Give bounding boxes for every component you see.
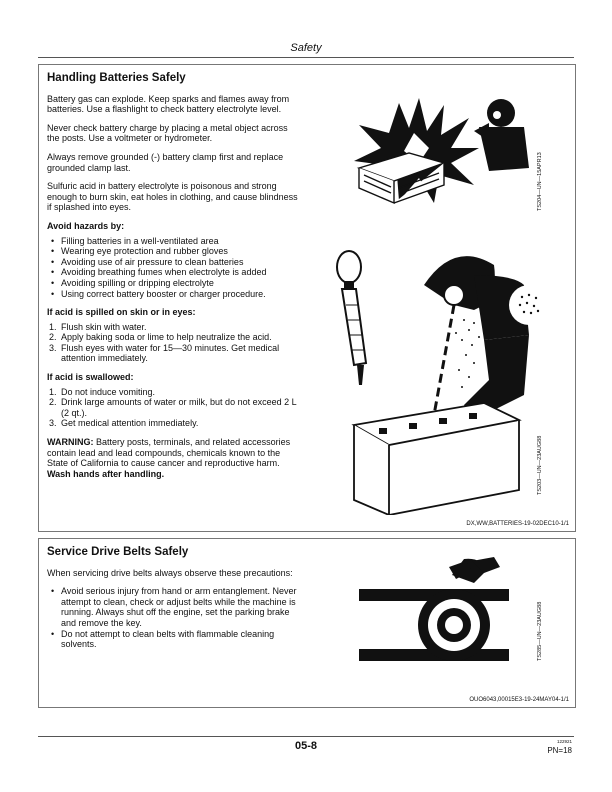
warning-paragraph	[47, 437, 299, 479]
list-item	[47, 397, 299, 418]
swallow-heading: If acid is swallowed:	[47, 372, 134, 383]
paragraph: When servicing drive belts always observe these precautions:	[47, 567, 293, 578]
list-item: • Do not attempt to clean belts with flammable cleaning solvents.	[47, 629, 299, 650]
list-item: • Filling batteries in a well-ventilated area	[47, 236, 299, 247]
list-item: • Using correct battery booster or charger procedure.	[47, 289, 299, 300]
batteries-text	[47, 73, 299, 487]
item-number: 3.	[49, 418, 57, 429]
warning-label: WARNING:	[47, 437, 94, 448]
avoid-heading: Avoid hazards by:	[47, 220, 125, 231]
list-item: • Wearing eye protection and rubber gloves	[47, 246, 299, 257]
footer-rule	[38, 736, 574, 737]
item-text: Get medical attention immediately.	[61, 418, 199, 429]
print-code: 122921	[556, 739, 572, 744]
belt-precaution-list	[47, 586, 299, 650]
list-item: • Avoiding breathing fumes when electrolyte is added	[47, 267, 299, 278]
item-number: 3.	[49, 342, 57, 353]
section-title: Handling Batteries Safely	[47, 72, 186, 84]
item-text: Flush eyes with water for 15—30 minutes. Get medical attention immediately.	[61, 342, 280, 364]
item-text: Drink large amounts of water or milk, but do not exceed 2 L (2 qt.).	[61, 397, 297, 418]
item-number: 2.	[49, 397, 57, 408]
paragraph: Always remove grounded (-) battery clamp first and replace grounded clamp last.	[47, 151, 284, 173]
section-batteries	[38, 64, 576, 532]
battery-explosion-illustration	[339, 93, 539, 213]
list-item	[47, 387, 299, 398]
warning-text: Battery posts, terminals, and related accessories contain lead and lead compounds, chemicals known to the State of California to cause cancer and reproductive harm.	[47, 437, 291, 469]
list-item: • Avoiding spilling or dripping electrolyte	[47, 278, 299, 289]
figure-code: TS204—UN—15APR13	[537, 152, 543, 211]
belt-entanglement-illustration	[354, 557, 534, 667]
figure-code: TS203—UN—23AUG88	[537, 435, 543, 495]
figure-code: TS285—UN—23AUG88	[537, 601, 543, 661]
list-item: • Avoid serious injury from hand or arm entanglement. Never attempt to clean, check or adjust belts while the machine is running. Always shut off the engine, set the parking brake and remove the key.	[47, 586, 299, 628]
page-header-title: Safety	[290, 42, 322, 54]
section-drive-belts	[38, 538, 576, 708]
reference-code: DX,WW,BATTERIES-19-02DEC10-1/1	[466, 521, 569, 527]
list-item	[47, 332, 299, 343]
battery-filling-illustration	[324, 245, 554, 515]
reference-code: OUO6043,00015E3-19-24MAY04-1/1	[469, 697, 569, 703]
paragraph: Sulfuric acid in battery electrolyte is poisonous and strong enough to burn skin, eat holes in clothing, and cause blindness if splashed into eyes.	[47, 181, 298, 213]
item-text: Flush skin with water.	[61, 321, 147, 332]
avoid-list	[47, 236, 299, 300]
spill-list	[47, 322, 299, 364]
item-number: 2.	[49, 332, 57, 343]
item-number: 1.	[49, 386, 57, 397]
warning-emphasis: Wash hands after handling.	[47, 468, 165, 479]
list-item	[47, 343, 299, 364]
paragraph: Battery gas can explode. Keep sparks and flames away from batteries. Use a flashlight to check battery electrolyte level.	[47, 93, 290, 115]
pn-number: PN=18	[547, 746, 572, 755]
page-number: 05-8	[294, 740, 318, 752]
spill-heading: If acid is spilled on skin or in eyes:	[47, 307, 196, 318]
item-text: Apply baking soda or lime to help neutralize the acid.	[61, 332, 272, 343]
item-number: 1.	[49, 321, 57, 332]
list-item	[47, 322, 299, 333]
list-item	[47, 418, 299, 429]
paragraph: Never check battery charge by placing a metal object across the posts. Use a voltmeter or hydrometer.	[47, 122, 288, 144]
section-title: Service Drive Belts Safely	[47, 546, 189, 558]
belts-text	[47, 547, 299, 658]
header-rule	[38, 57, 574, 58]
swallow-list	[47, 387, 299, 429]
item-text: Do not induce vomiting.	[61, 386, 156, 397]
list-item: • Avoiding use of air pressure to clean batteries	[47, 257, 299, 268]
